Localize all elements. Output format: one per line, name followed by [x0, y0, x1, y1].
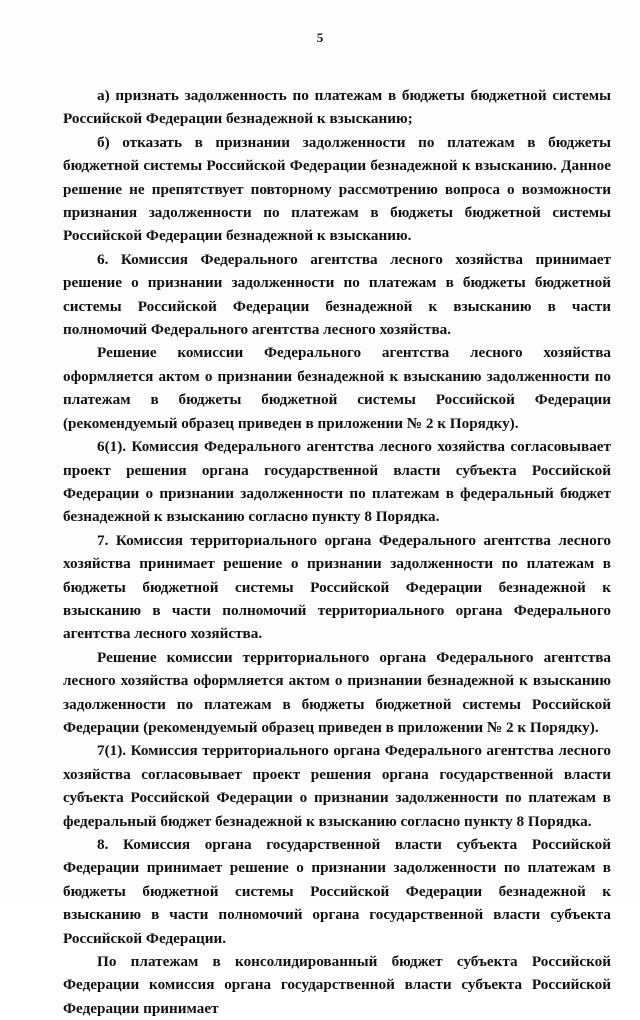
paragraph-8: 8. Комиссия органа государственной власти субъекта Российской Федерации принимает решение о признании задолженности по платежам в бюджеты бюджетной системы Российской Федерации безнадежной к взысканию в части полномочий органа государственной власти субъекта Российской Федерации.: [63, 836, 611, 947]
paragraph-a: а) признать задолженность по платежам в бюджеты бюджетной системы Российской Федерации безнадежной к взысканию;: [63, 87, 611, 128]
paragraph-6-1: 6(1). Комиссия Федерального агентства лесного хозяйства согласовывает проект решения органа государственной власти субъекта Российской Федерации о признании задолженности по платежам в федеральный бюджет безнадежной к взысканию согласно пункту 8 Порядка.: [63, 438, 611, 526]
paragraph-7-decision: Решение комиссии территориального органа Федерального агентства лесного хозяйства оформляется актом о признании безнадежной к взысканию задолженности по платежам в бюджеты бюджетной системы Российской Федерации (рекомендуемый образец приведен в приложении № 2 к Порядку).: [63, 648, 611, 736]
document-body: [63, 84, 611, 1020]
paragraph-7-1: 7(1). Комиссия территориального органа Федерального агентства лесного хозяйства согласовывает проект решения органа государственной власти субъекта Российской Федерации о признании задолженности по платежам в федеральный бюджет безнадежной к взысканию согласно пункту 8 Порядка.: [63, 742, 611, 830]
paragraph-b: б) отказать в признании задолженности по платежам в бюджеты бюджетной системы Российской Федерации безнадежной к взысканию. Данное решение не препятствует повторному рассмотрению вопроса о возможности признания задолженности по платежам в бюджеты бюджетной системы Российской Федерации безнадежной к взысканию.: [63, 133, 611, 245]
paragraph-consolidated: По платежам в консолидированный бюджет субъекта Российской Федерации комиссия органа государственной власти субъекта Российской Федерации принимает: [63, 953, 611, 1017]
page-number: 5: [316, 30, 324, 45]
paragraph-6: 6. Комиссия Федерального агентства лесного хозяйства принимает решение о признании задолженности по платежам в бюджеты бюджетной системы Российской Федерации безнадежной к взысканию в части полномочий Федерального агентства лесного хозяйства.: [63, 250, 611, 339]
paragraph-6-decision: Решение комиссии Федерального агентства лесного хозяйства оформляется актом о признании безнадежной к взысканию задолженности по платежам в бюджеты бюджетной системы Российской Федерации (рекомендуемый образец приведен в приложении № 2 к Порядку).: [63, 344, 611, 432]
paragraph-7: 7. Комиссия территориального органа Федерального агентства лесного хозяйства принимает решение о признании задолженности по платежам в бюджеты бюджетной системы Российской Федерации безнадежной к взысканию в части полномочий территориального органа Федерального агентства лесного хозяйства.: [63, 531, 611, 643]
